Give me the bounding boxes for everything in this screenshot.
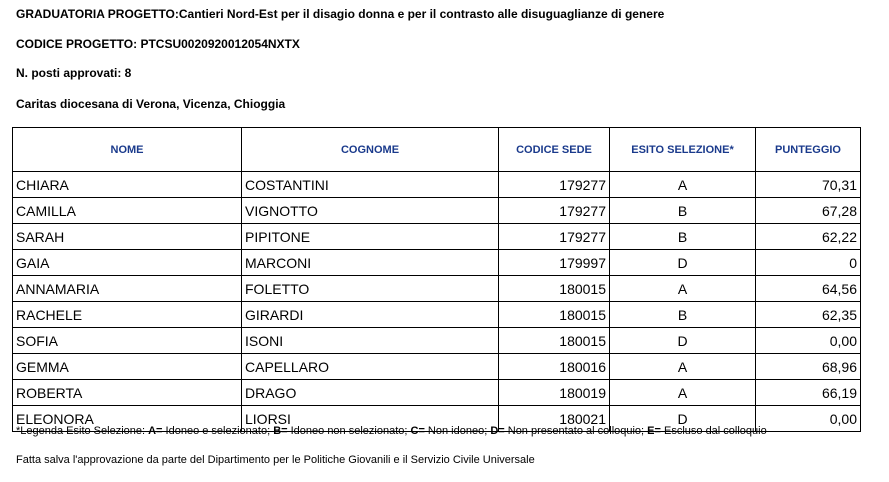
table-row bbox=[13, 250, 861, 276]
cell-nome: GAIA bbox=[13, 250, 242, 276]
cell-cognome: LIORSI bbox=[242, 406, 499, 432]
cell-punteggio: 62,35 bbox=[756, 302, 861, 328]
cell-codice-sede: 179277 bbox=[499, 198, 610, 224]
legend-code-a: A= bbox=[148, 425, 163, 437]
cell-cognome: ISONI bbox=[242, 328, 499, 354]
cell-esito: A bbox=[610, 276, 756, 302]
approval-note: Fatta salva l'approvazione da parte del Dipartimento per le Politiche Giovanili e il Servizio Civile Universale bbox=[16, 454, 535, 466]
cell-punteggio: 0 bbox=[756, 250, 861, 276]
column-header-cognome: COGNOME bbox=[242, 128, 499, 172]
cell-codice-sede: 180015 bbox=[499, 276, 610, 302]
cell-nome: ELEONORA bbox=[13, 406, 242, 432]
cell-punteggio: 67,28 bbox=[756, 198, 861, 224]
cell-nome: RACHELE bbox=[13, 302, 242, 328]
column-header-esito-selezione: ESITO SELEZIONE* bbox=[610, 128, 756, 172]
table-header-row bbox=[13, 128, 861, 172]
cell-punteggio: 68,96 bbox=[756, 354, 861, 380]
legend-text-e: Escluso dal colloquio bbox=[660, 425, 767, 437]
cell-esito: D bbox=[610, 250, 756, 276]
cell-cognome: FOLETTO bbox=[242, 276, 499, 302]
ranking-table bbox=[12, 127, 861, 432]
legend-code-c: C= bbox=[410, 425, 425, 437]
table-row bbox=[13, 328, 861, 354]
cell-punteggio: 64,56 bbox=[756, 276, 861, 302]
column-header-nome: NOME bbox=[13, 128, 242, 172]
legend-code-d: D= bbox=[490, 425, 505, 437]
cell-esito: A bbox=[610, 380, 756, 406]
cell-esito: D bbox=[610, 328, 756, 354]
organization-name: Caritas diocesana di Verona, Vicenza, Chioggia bbox=[16, 97, 286, 111]
cell-esito: D bbox=[610, 406, 756, 432]
table-row bbox=[13, 302, 861, 328]
legend-text-a: Idoneo e selezionato; bbox=[162, 425, 274, 437]
cell-nome: SOFIA bbox=[13, 328, 242, 354]
cell-codice-sede: 179277 bbox=[499, 224, 610, 250]
cell-cognome: PIPITONE bbox=[242, 224, 499, 250]
table-row bbox=[13, 198, 861, 224]
table-row bbox=[13, 276, 861, 302]
legend-text-d: Non presentato al colloquio; bbox=[504, 425, 648, 437]
project-code: CODICE PROGETTO: PTCSU0020920012054NXTX bbox=[16, 37, 300, 51]
cell-cognome: GIRARDI bbox=[242, 302, 499, 328]
cell-nome: ANNAMARIA bbox=[13, 276, 242, 302]
table-row bbox=[13, 354, 861, 380]
cell-codice-sede: 180021 bbox=[499, 406, 610, 432]
column-header-codice-sede: CODICE SEDE bbox=[499, 128, 610, 172]
legend-prefix: *Legenda Esito Selezione: bbox=[16, 425, 149, 437]
cell-nome: GEMMA bbox=[13, 354, 242, 380]
legend-text-c: Non idoneo; bbox=[424, 425, 491, 437]
cell-nome: CAMILLA bbox=[13, 198, 242, 224]
cell-punteggio: 66,19 bbox=[756, 380, 861, 406]
table-row bbox=[13, 224, 861, 250]
cell-codice-sede: 180015 bbox=[499, 328, 610, 354]
cell-esito: A bbox=[610, 354, 756, 380]
cell-nome: ROBERTA bbox=[13, 380, 242, 406]
cell-punteggio: 0,00 bbox=[756, 406, 861, 432]
table-row bbox=[13, 172, 861, 198]
approved-positions: N. posti approvati: 8 bbox=[16, 66, 132, 80]
table-row bbox=[13, 380, 861, 406]
cell-nome: CHIARA bbox=[13, 172, 242, 198]
page-title: GRADUATORIA PROGETTO:Cantieri Nord-Est per il disagio donna e per il contrasto alle disuguaglianze di genere bbox=[16, 7, 665, 21]
cell-cognome: CAPELLARO bbox=[242, 354, 499, 380]
legend-text-b: Idoneo non selezionato; bbox=[287, 425, 411, 437]
cell-punteggio: 0,00 bbox=[756, 328, 861, 354]
cell-cognome: COSTANTINI bbox=[242, 172, 499, 198]
cell-punteggio: 62,22 bbox=[756, 224, 861, 250]
cell-codice-sede: 180015 bbox=[499, 302, 610, 328]
cell-cognome: VIGNOTTO bbox=[242, 198, 499, 224]
cell-codice-sede: 180019 bbox=[499, 380, 610, 406]
selection-legend bbox=[16, 425, 767, 438]
cell-codice-sede: 180016 bbox=[499, 354, 610, 380]
cell-cognome: DRAGO bbox=[242, 380, 499, 406]
cell-punteggio: 70,31 bbox=[756, 172, 861, 198]
cell-codice-sede: 179997 bbox=[499, 250, 610, 276]
cell-esito: B bbox=[610, 198, 756, 224]
cell-esito: A bbox=[610, 172, 756, 198]
column-header-punteggio: PUNTEGGIO bbox=[756, 128, 861, 172]
cell-cognome: MARCONI bbox=[242, 250, 499, 276]
legend-code-e: E= bbox=[647, 425, 661, 437]
cell-nome: SARAH bbox=[13, 224, 242, 250]
cell-esito: B bbox=[610, 302, 756, 328]
legend-code-b: B= bbox=[273, 425, 288, 437]
cell-codice-sede: 179277 bbox=[499, 172, 610, 198]
cell-esito: B bbox=[610, 224, 756, 250]
